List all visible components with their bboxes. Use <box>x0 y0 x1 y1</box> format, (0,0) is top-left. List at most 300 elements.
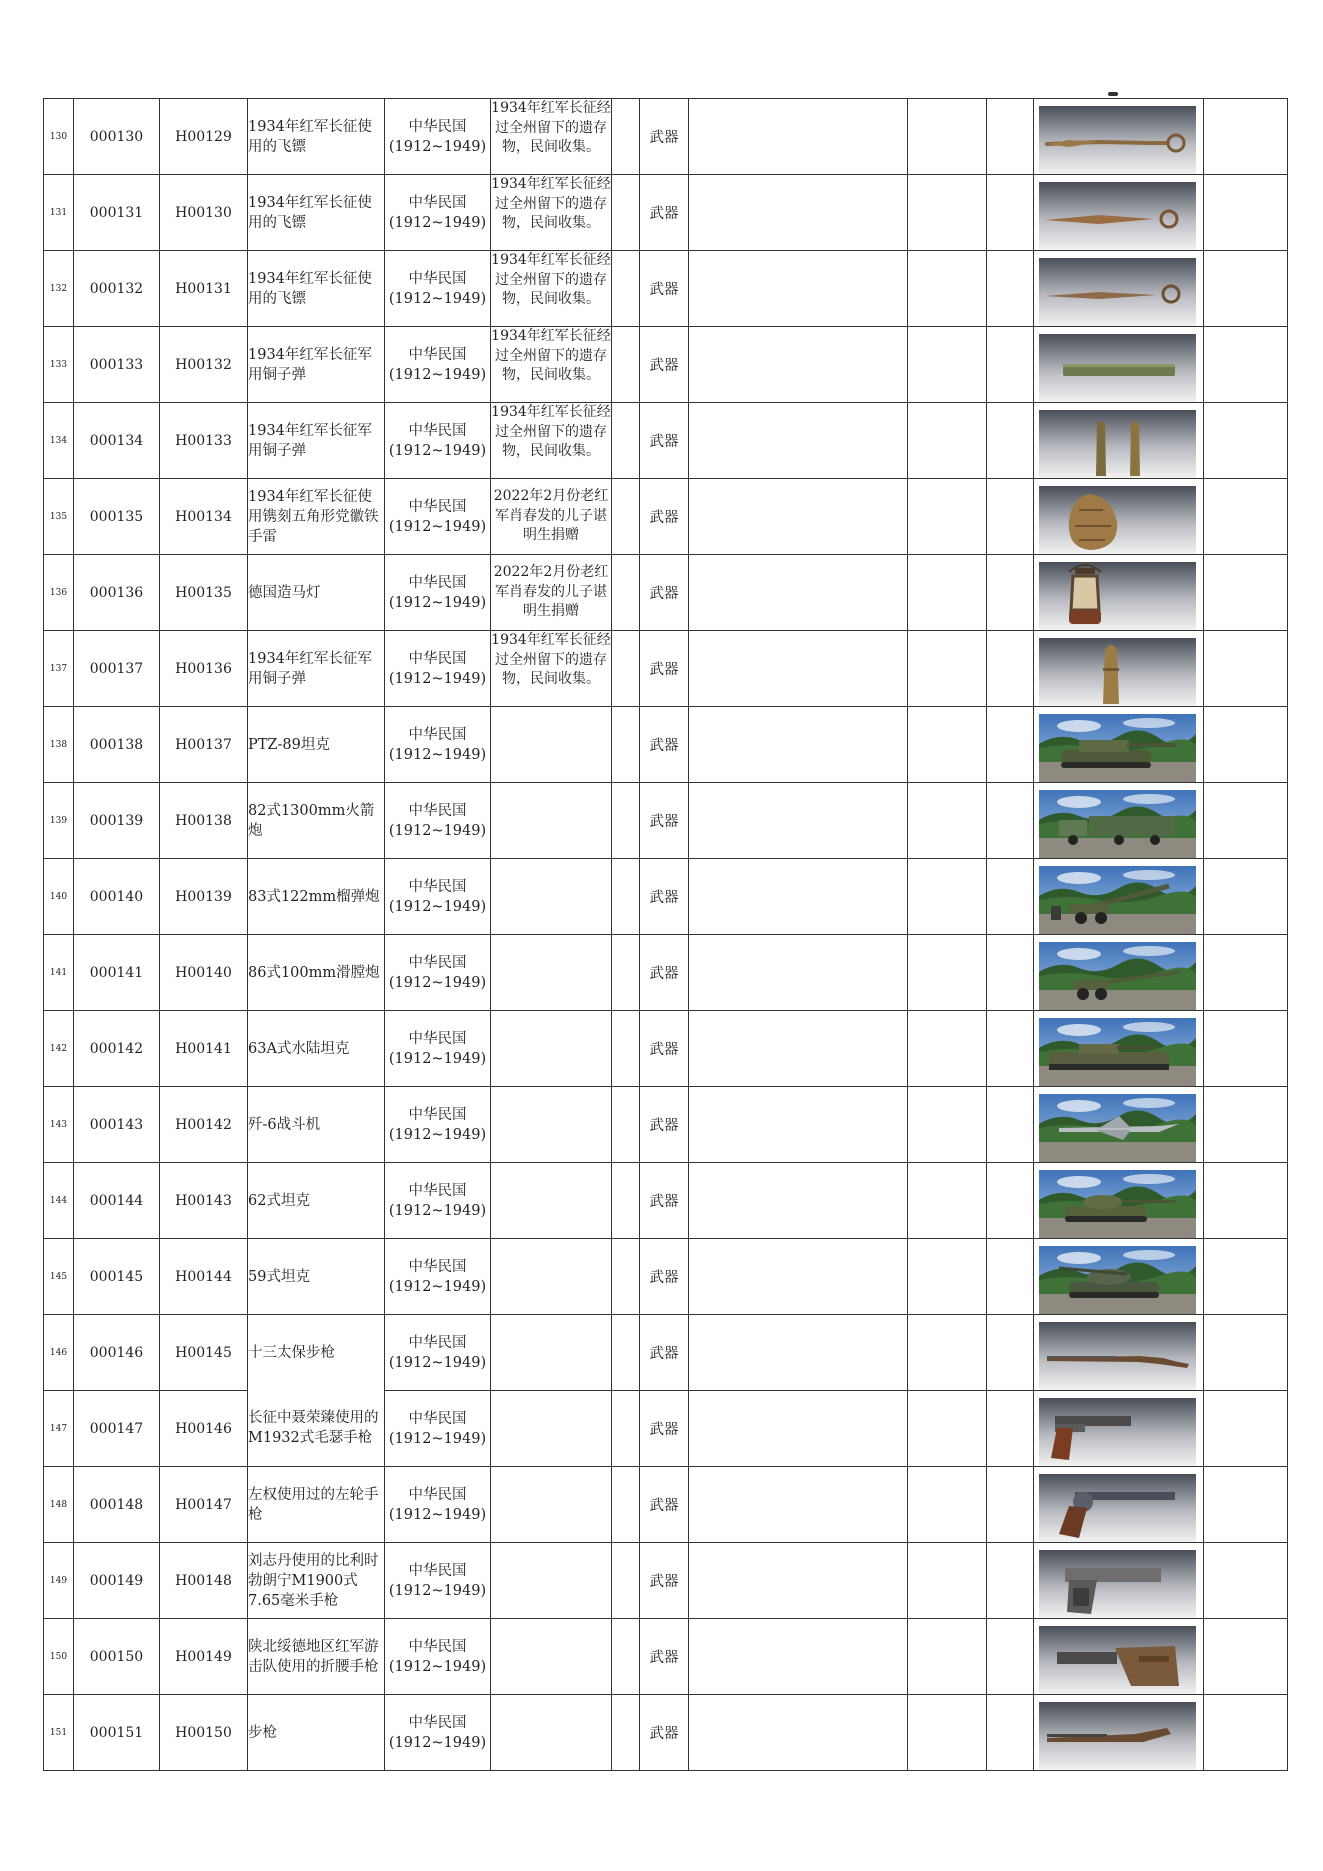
source-cell <box>491 1163 612 1239</box>
reg-cell <box>160 1315 248 1391</box>
seq-cell <box>44 479 74 555</box>
grenade-photo <box>1039 486 1196 554</box>
seq-cell <box>44 1239 74 1315</box>
blank-cell <box>689 1543 908 1619</box>
category-cell <box>640 175 689 251</box>
blank-cell <box>987 175 1034 251</box>
blank-cell <box>987 707 1034 783</box>
blank-cell <box>689 707 908 783</box>
name-cell <box>248 1467 385 1543</box>
photo-cell <box>1034 1011 1204 1087</box>
blank-cell <box>612 707 640 783</box>
registration-number: H00133 <box>175 432 232 449</box>
seq-cell <box>44 1163 74 1239</box>
artifact-name: 1934年红军长征使用的飞镖 <box>248 118 372 155</box>
artifact-name: 86式100mm滑膛炮 <box>248 964 380 981</box>
source-cell <box>491 251 612 327</box>
blank-cell <box>612 1315 640 1391</box>
photo-cell <box>1034 175 1204 251</box>
seq-number: 146 <box>49 1347 68 1358</box>
blank-cell <box>1204 1315 1288 1391</box>
blank-cell <box>612 251 640 327</box>
blank-cell <box>689 1087 908 1163</box>
registration-number: H00141 <box>175 1040 232 1057</box>
seq-number: 143 <box>49 1119 68 1130</box>
category-cell <box>640 1467 689 1543</box>
source-text-box <box>491 707 611 782</box>
seq-cell <box>44 707 74 783</box>
blank-cell <box>689 403 908 479</box>
acquisition-source: 1934年红军长征经过全州留下的遗存物，民间收集。 <box>491 404 611 459</box>
era-cell <box>385 251 491 327</box>
category: 武器 <box>649 130 679 146</box>
mauser-pistol-photo <box>1039 1398 1196 1466</box>
era-years: (1912~1949) <box>388 746 487 763</box>
table-row <box>44 555 1288 631</box>
category: 武器 <box>649 1118 679 1134</box>
code-cell <box>74 1391 160 1467</box>
registration-number: H00137 <box>175 736 232 753</box>
name-cell <box>248 935 385 1011</box>
registration-number: H00132 <box>175 356 232 373</box>
code-cell <box>74 1695 160 1771</box>
blank-cell <box>908 1695 987 1771</box>
seq-number: 149 <box>49 1575 68 1586</box>
era-cell <box>385 1163 491 1239</box>
category: 武器 <box>649 1574 679 1590</box>
era-name: 中华民国 <box>408 878 467 895</box>
smoothbore-gun-photo <box>1039 942 1196 1010</box>
source-text-box <box>491 99 611 174</box>
era-cell <box>385 327 491 403</box>
source-text-box <box>491 783 611 858</box>
table-row <box>44 175 1288 251</box>
source-cell <box>491 479 612 555</box>
category: 武器 <box>649 1498 679 1514</box>
blank-cell <box>1204 175 1288 251</box>
blank-cell <box>908 99 987 175</box>
blank-cell <box>1204 1239 1288 1315</box>
code-cell <box>74 403 160 479</box>
blank-cell <box>908 1315 987 1391</box>
reg-cell <box>160 403 248 479</box>
code-cell <box>74 1087 160 1163</box>
blank-cell <box>1204 251 1288 327</box>
artifact-code: 000148 <box>89 1496 144 1513</box>
source-text-box <box>491 935 611 1010</box>
blank-cell <box>612 859 640 935</box>
acquisition-source: 2022年2月份老红军肖春发的儿子谌明生捐赠 <box>493 564 609 620</box>
code-cell <box>74 935 160 1011</box>
seq-number: 147 <box>49 1423 68 1434</box>
blank-cell <box>689 99 908 175</box>
acquisition-source: 1934年红军长征经过全州留下的遗存物，民间收集。 <box>491 176 611 231</box>
photo-cell <box>1034 479 1204 555</box>
blank-cell <box>908 1619 987 1695</box>
source-cell <box>491 859 612 935</box>
blank-cell <box>987 99 1034 175</box>
era-years: (1912~1949) <box>388 442 487 459</box>
era-years: (1912~1949) <box>388 1506 487 1523</box>
era-name: 中华民国 <box>408 1334 467 1351</box>
reg-cell <box>160 935 248 1011</box>
artifact-code: 000134 <box>89 432 144 449</box>
blank-cell <box>908 1163 987 1239</box>
blank-cell <box>1204 1467 1288 1543</box>
name-cell <box>248 859 385 935</box>
tank-59-photo <box>1039 1246 1196 1314</box>
category: 武器 <box>649 586 679 602</box>
reg-cell <box>160 631 248 707</box>
photo-cell <box>1034 1239 1204 1315</box>
blank-cell <box>908 555 987 631</box>
artifact-code: 000130 <box>89 128 144 145</box>
era-years: (1912~1949) <box>388 1658 487 1675</box>
seq-number: 137 <box>49 663 68 674</box>
blank-cell <box>689 1163 908 1239</box>
table-row <box>44 1087 1288 1163</box>
artifact-name: 82式1300mm火箭炮 <box>248 802 375 839</box>
blank-cell <box>689 1695 908 1771</box>
table-row <box>44 783 1288 859</box>
blank-cell <box>908 1239 987 1315</box>
blank-cell <box>987 1163 1034 1239</box>
era-name: 中华民国 <box>408 498 467 515</box>
blank-cell <box>908 631 987 707</box>
blank-cell <box>987 1543 1034 1619</box>
category: 武器 <box>649 662 679 678</box>
era-cell <box>385 479 491 555</box>
reg-cell <box>160 1239 248 1315</box>
artifact-code: 000147 <box>89 1420 144 1437</box>
era-name: 中华民国 <box>408 1562 467 1579</box>
table-row <box>44 935 1288 1011</box>
blank-cell <box>908 479 987 555</box>
code-cell <box>74 859 160 935</box>
era-cell <box>385 1543 491 1619</box>
registration-number: H00136 <box>175 660 232 677</box>
era-name: 中华民国 <box>408 1638 467 1655</box>
seq-number: 133 <box>49 359 68 370</box>
artifact-name: 63A式水陆坦克 <box>248 1040 350 1057</box>
howitzer-photo <box>1039 866 1196 934</box>
era-name: 中华民国 <box>408 1182 467 1199</box>
category: 武器 <box>649 890 679 906</box>
reg-cell <box>160 251 248 327</box>
seq-cell <box>44 1315 74 1391</box>
artifact-code: 000136 <box>89 584 144 601</box>
name-cell <box>248 403 385 479</box>
photo-cell <box>1034 631 1204 707</box>
era-name: 中华民国 <box>408 802 467 819</box>
photo-cell <box>1034 555 1204 631</box>
blank-cell <box>987 555 1034 631</box>
artifact-code: 000142 <box>89 1040 144 1057</box>
blank-cell <box>612 327 640 403</box>
blank-cell <box>612 1391 640 1467</box>
category: 武器 <box>649 1726 679 1742</box>
category-cell <box>640 479 689 555</box>
blank-cell <box>987 1315 1034 1391</box>
artifact-code: 000144 <box>89 1192 144 1209</box>
blank-cell <box>689 479 908 555</box>
era-years: (1912~1949) <box>388 1050 487 1067</box>
acquisition-source: 1934年红军长征经过全州留下的遗存物，民间收集。 <box>491 328 611 383</box>
source-cell <box>491 1695 612 1771</box>
reg-cell <box>160 479 248 555</box>
seq-cell <box>44 327 74 403</box>
era-name: 中华民国 <box>408 118 467 135</box>
seq-cell <box>44 1011 74 1087</box>
seq-number: 130 <box>49 131 68 142</box>
seq-number: 136 <box>49 587 68 598</box>
reg-cell <box>160 1467 248 1543</box>
seq-cell <box>44 1695 74 1771</box>
seq-cell <box>44 175 74 251</box>
artifact-code: 000151 <box>89 1724 144 1741</box>
code-cell <box>74 555 160 631</box>
era-years: (1912~1949) <box>388 1278 487 1295</box>
registration-number: H00148 <box>175 1572 232 1589</box>
artifact-name: 十三太保步枪 <box>248 1344 335 1361</box>
artifact-name: 1934年红军长征使用的飞镖 <box>248 194 372 231</box>
fighter-jet-photo <box>1039 1094 1196 1162</box>
table-row <box>44 479 1288 555</box>
blank-cell <box>689 1011 908 1087</box>
era-years: (1912~1949) <box>388 214 487 231</box>
blank-cell <box>689 1391 908 1467</box>
artifact-name: PTZ-89坦克 <box>248 736 330 753</box>
blank-cell <box>612 403 640 479</box>
era-years: (1912~1949) <box>388 518 487 535</box>
era-cell <box>385 1011 491 1087</box>
blank-cell <box>1204 859 1288 935</box>
seq-number: 132 <box>49 283 68 294</box>
era-years: (1912~1949) <box>388 822 487 839</box>
source-cell <box>491 1011 612 1087</box>
code-cell <box>74 1467 160 1543</box>
blank-cell <box>908 1011 987 1087</box>
acquisition-source: 1934年红军长征经过全州留下的遗存物，民间收集。 <box>491 252 611 307</box>
blank-cell <box>987 1467 1034 1543</box>
era-name: 中华民国 <box>408 1410 467 1427</box>
source-text-box <box>491 327 611 402</box>
era-cell <box>385 1315 491 1391</box>
source-text-box <box>491 631 611 706</box>
lever-rifle-photo <box>1039 1322 1196 1390</box>
blank-cell <box>987 631 1034 707</box>
blank-cell <box>908 783 987 859</box>
blank-cell <box>908 859 987 935</box>
reg-cell <box>160 1695 248 1771</box>
code-cell <box>74 1239 160 1315</box>
acquisition-source: 1934年红军长征经过全州留下的遗存物，民间收集。 <box>491 632 611 687</box>
name-cell <box>248 1315 385 1391</box>
artifact-name: 陕北绥德地区红军游击队使用的折腰手枪 <box>248 1638 379 1675</box>
blank-cell <box>1204 1087 1288 1163</box>
reg-cell <box>160 555 248 631</box>
category-cell <box>640 1391 689 1467</box>
blank-cell <box>908 251 987 327</box>
source-text-box <box>491 555 611 630</box>
photo-cell <box>1034 935 1204 1011</box>
name-cell <box>248 1087 385 1163</box>
seq-number: 144 <box>49 1195 68 1206</box>
photo-cell <box>1034 1087 1204 1163</box>
artifact-name: 1934年红军长征军用铜子弹 <box>248 422 372 459</box>
code-cell <box>74 175 160 251</box>
era-name: 中华民国 <box>408 194 467 211</box>
era-years: (1912~1949) <box>388 138 487 155</box>
era-cell <box>385 1391 491 1467</box>
blank-cell <box>612 631 640 707</box>
artifact-name: 83式122mm榴弹炮 <box>248 888 380 905</box>
era-cell <box>385 1695 491 1771</box>
category: 武器 <box>649 434 679 450</box>
blank-cell <box>1204 555 1288 631</box>
category: 武器 <box>649 966 679 982</box>
era-cell <box>385 1619 491 1695</box>
seq-cell <box>44 251 74 327</box>
reg-cell <box>160 783 248 859</box>
registration-number: H00134 <box>175 508 232 525</box>
bullet-clip-photo <box>1039 334 1196 402</box>
artifact-code: 000143 <box>89 1116 144 1133</box>
blank-cell <box>987 1695 1034 1771</box>
source-text-box <box>491 1619 611 1694</box>
blank-cell <box>987 1391 1034 1467</box>
category: 武器 <box>649 738 679 754</box>
photo-cell <box>1034 859 1204 935</box>
blank-cell <box>612 555 640 631</box>
source-text-box <box>491 1163 611 1238</box>
category-cell <box>640 935 689 1011</box>
seq-number: 134 <box>49 435 68 446</box>
artifact-code: 000150 <box>89 1648 144 1665</box>
category-cell <box>640 403 689 479</box>
reg-cell <box>160 99 248 175</box>
seq-cell <box>44 1619 74 1695</box>
name-cell <box>248 251 385 327</box>
category-cell <box>640 1619 689 1695</box>
photo-cell <box>1034 1391 1204 1467</box>
source-text-box <box>491 1467 611 1542</box>
category-cell <box>640 1087 689 1163</box>
name-cell <box>248 327 385 403</box>
category: 武器 <box>649 1346 679 1362</box>
registration-number: H00139 <box>175 888 232 905</box>
blank-cell <box>612 1543 640 1619</box>
source-cell <box>491 1087 612 1163</box>
source-cell <box>491 783 612 859</box>
era-name: 中华民国 <box>408 726 467 743</box>
blank-cell <box>612 1239 640 1315</box>
revolver-photo <box>1039 1474 1196 1542</box>
folding-pistol-photo <box>1039 1626 1196 1694</box>
artifact-name: 步枪 <box>248 1724 277 1741</box>
category-cell <box>640 1543 689 1619</box>
artifact-code: 000141 <box>89 964 144 981</box>
registration-number: H00130 <box>175 204 232 221</box>
name-cell <box>248 555 385 631</box>
category: 武器 <box>649 282 679 298</box>
artifact-name: 长征中聂荣臻使用的M1932式毛瑟手枪 <box>248 1410 379 1447</box>
catalog-rows <box>44 99 1288 1771</box>
blank-cell <box>1204 1011 1288 1087</box>
blank-cell <box>1204 99 1288 175</box>
blank-cell <box>987 403 1034 479</box>
table-row <box>44 859 1288 935</box>
era-name: 中华民国 <box>408 1258 467 1275</box>
seq-number: 142 <box>49 1043 68 1054</box>
source-text-box <box>491 1011 611 1086</box>
era-years: (1912~1949) <box>388 974 487 991</box>
name-cell <box>248 631 385 707</box>
reg-cell <box>160 175 248 251</box>
source-text-box <box>491 859 611 934</box>
category-cell <box>640 1695 689 1771</box>
blank-cell <box>1204 935 1288 1011</box>
seq-cell <box>44 1391 74 1467</box>
category: 武器 <box>649 510 679 526</box>
code-cell <box>74 99 160 175</box>
seq-cell <box>44 403 74 479</box>
source-text-box <box>491 175 611 250</box>
seq-cell <box>44 1543 74 1619</box>
category: 武器 <box>649 1194 679 1210</box>
bullet-single-photo <box>1039 638 1196 706</box>
source-cell <box>491 327 612 403</box>
seq-number: 150 <box>49 1651 68 1662</box>
seq-cell <box>44 555 74 631</box>
code-cell <box>74 251 160 327</box>
registration-number: H00146 <box>175 1420 232 1437</box>
category-cell <box>640 327 689 403</box>
blank-cell <box>987 1239 1034 1315</box>
photo-cell <box>1034 707 1204 783</box>
artifact-name: 1934年红军长征军用铜子弹 <box>248 346 372 383</box>
registration-number: H00129 <box>175 128 232 145</box>
reg-cell <box>160 707 248 783</box>
category: 武器 <box>649 814 679 830</box>
era-name: 中华民国 <box>408 650 467 667</box>
seq-number: 140 <box>49 891 68 902</box>
seq-cell <box>44 935 74 1011</box>
blank-cell <box>612 1695 640 1771</box>
blank-cell <box>908 403 987 479</box>
era-cell <box>385 707 491 783</box>
artifact-code: 000149 <box>89 1572 144 1589</box>
category-cell <box>640 1163 689 1239</box>
name-cell <box>248 1239 385 1315</box>
code-cell <box>74 707 160 783</box>
lantern-photo <box>1039 562 1196 630</box>
blank-cell <box>1204 479 1288 555</box>
source-cell <box>491 1619 612 1695</box>
category-cell <box>640 1011 689 1087</box>
blank-cell <box>908 175 987 251</box>
source-text-box <box>491 1087 611 1162</box>
category-cell <box>640 859 689 935</box>
table-row <box>44 1163 1288 1239</box>
seq-number: 131 <box>49 207 68 218</box>
acquisition-source: 2022年2月份老红军肖春发的儿子谌明生捐赠 <box>493 488 609 544</box>
registration-number: H00149 <box>175 1648 232 1665</box>
blank-cell <box>908 1543 987 1619</box>
photo-cell <box>1034 1543 1204 1619</box>
code-cell <box>74 1011 160 1087</box>
rocket-launcher-photo <box>1039 790 1196 858</box>
